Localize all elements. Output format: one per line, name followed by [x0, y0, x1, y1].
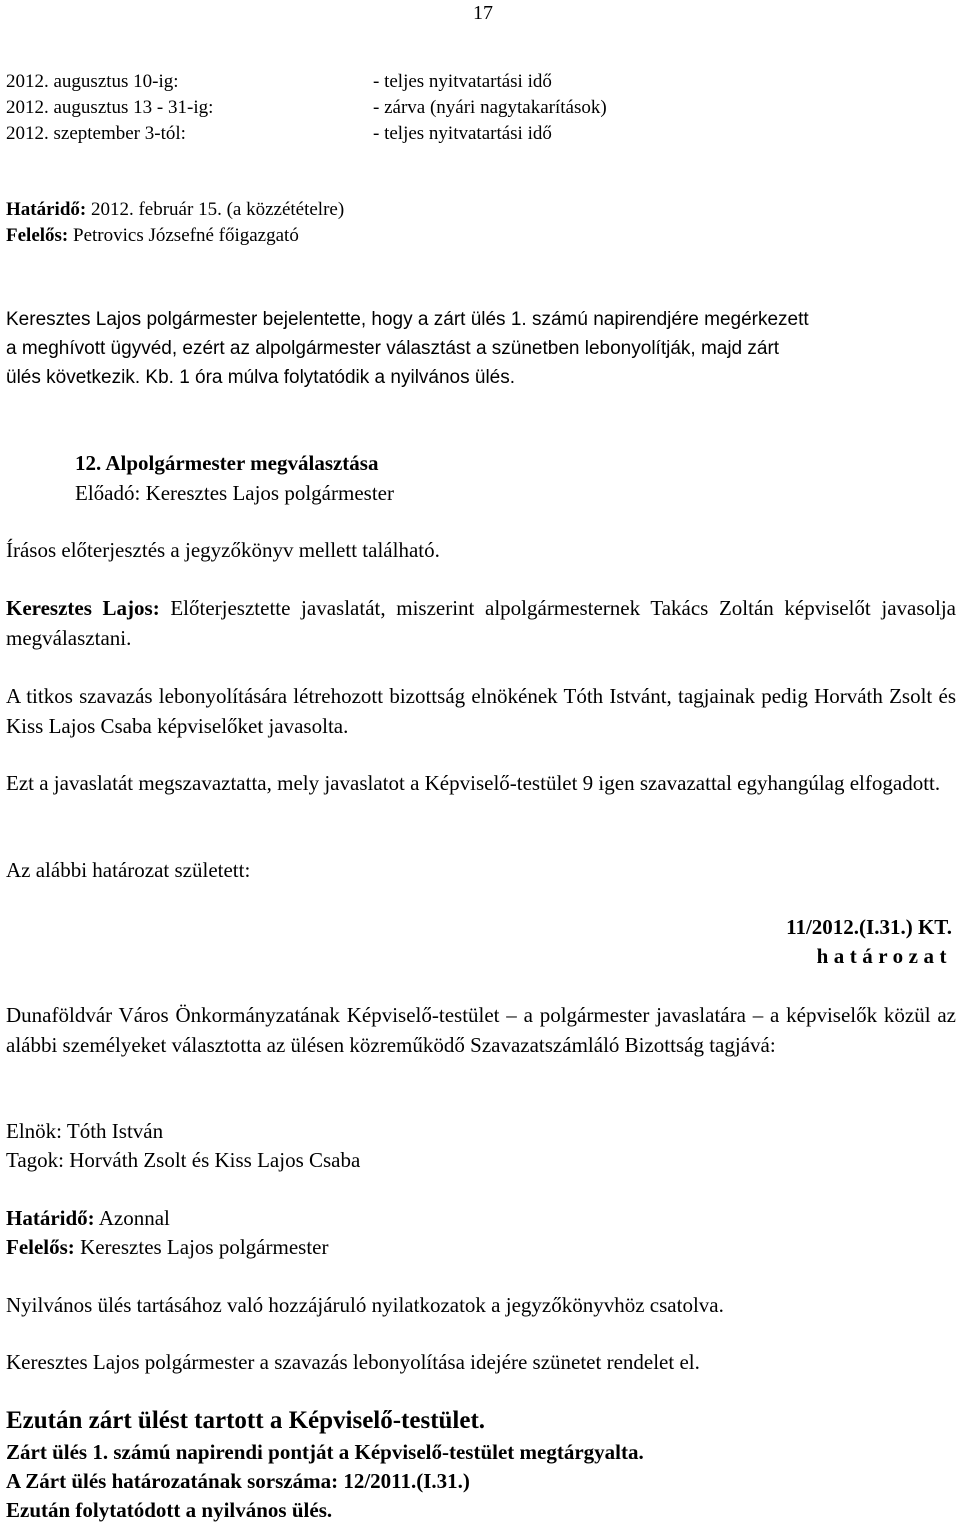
committee-chair: Elnök: Tóth István: [6, 1119, 164, 1143]
closed-session-heading: Ezután zárt ülést tartott a Képviselő-testület.: [6, 1407, 486, 1434]
closed-item-line: Zárt ülés 1. számú napirendi pontját a Képviselő-testület megtárgyalta.: [6, 1440, 644, 1464]
announcement-line: ülés következik. Kb. 1 óra múlva folytatódik a nyilvános ülés.: [6, 367, 516, 388]
agenda-number: 12.: [75, 451, 102, 475]
deadline-value: 2012. február 15. (a közzétételre): [86, 199, 345, 220]
responsible-value: Petrovics Józsefné főigazgató: [68, 225, 299, 246]
deadline-value: Azonnal: [94, 1206, 170, 1230]
schedule-desc: - zárva (nyári nagytakarítások): [373, 97, 607, 118]
responsible-value: Keresztes Lajos polgármester: [74, 1235, 329, 1259]
proposal-paragraph: [6, 594, 956, 653]
agenda-presenter: Előadó: Keresztes Lajos polgármester: [75, 481, 394, 505]
public-resumed-line: Ezután folytatódott a nyilvános ülés.: [6, 1498, 333, 1522]
schedule-date: 2012. augusztus 10-ig:: [6, 71, 179, 92]
resolution-intro: Az alábbi határozat született:: [6, 858, 251, 882]
committee-members: Tagok: Horváth Zsolt és Kiss Lajos Csaba: [6, 1148, 361, 1172]
announcement-line: Keresztes Lajos polgármester bejelentette, hogy a zárt ülés 1. számú napirendjére megérkezett: [6, 309, 809, 330]
public-statement: Nyilvános ülés tartásához való hozzájáruló nyilatkozatok a jegyzőkönyvhöz csatolva.: [6, 1293, 724, 1317]
deadline-label: Határidő:: [6, 199, 87, 220]
proposal-text: Előterjesztette javaslatát, miszerint alpolgármesternek Takács Zoltán képviselőt javasolja megválasztani.: [6, 596, 956, 650]
closed-resolution-line: A Zárt ülés határozatának sorszáma: 12/2011.(I.31.): [6, 1469, 470, 1493]
resolution-text: Dunaföldvár Város Önkormányzatának Képviselő-testület – a polgármester javaslatára – a képviselők közül az alábbi személyeket választotta az ülésen közreműködő Szavazatszámláló Bizottság tagjává:: [6, 1003, 956, 1057]
written-proposal-note: Írásos előterjesztés a jegyzőkönyv mellett található.: [6, 538, 440, 562]
schedule-desc: - teljes nyitvatartási idő: [373, 71, 552, 92]
responsible-line: [6, 1233, 956, 1263]
vote-paragraph: Ezt a javaslatát megszavaztatta, mely javaslatot a Képviselő-testület 9 igen szavazattal egyhangúlag elfogadott.: [6, 771, 941, 795]
document-page: [6, 0, 956, 1529]
agenda-title: [75, 449, 378, 479]
schedule-date: 2012. augusztus 13 - 31-ig:: [6, 97, 214, 118]
responsible-line: [6, 224, 299, 248]
speaker-name: Keresztes Lajos:: [6, 596, 160, 620]
page-number: 17: [473, 2, 493, 24]
deadline-label: Határidő:: [6, 1206, 95, 1230]
committee-paragraph: A titkos szavazás lebonyolítására létrehozott bizottság elnökének Tóth Istvánt, tagjainak pedig Horváth Zsolt és Kiss Lajos Csaba képviselőket javasolta.: [6, 684, 956, 738]
responsible-label: Felelős:: [6, 1235, 75, 1259]
schedule-date: 2012. szeptember 3-tól:: [6, 123, 186, 144]
resolution-heading: határozat: [816, 944, 952, 968]
agenda-title-text: Alpolgármester megválasztása: [101, 451, 379, 475]
schedule-desc: - teljes nyitvatartási idő: [373, 123, 552, 144]
recess-note: Keresztes Lajos polgármester a szavazás lebonyolítása idejére szünetet rendelet el.: [6, 1350, 700, 1374]
resolution-number: 11/2012.(I.31.) KT.: [786, 915, 952, 939]
responsible-label: Felelős:: [6, 225, 69, 246]
announcement-line: a meghívott ügyvéd, ezért az alpolgármester választást a szünetben lebonyolítják, majd zárt: [6, 338, 780, 359]
deadline-line: [6, 198, 344, 222]
deadline-line: [6, 1204, 956, 1234]
